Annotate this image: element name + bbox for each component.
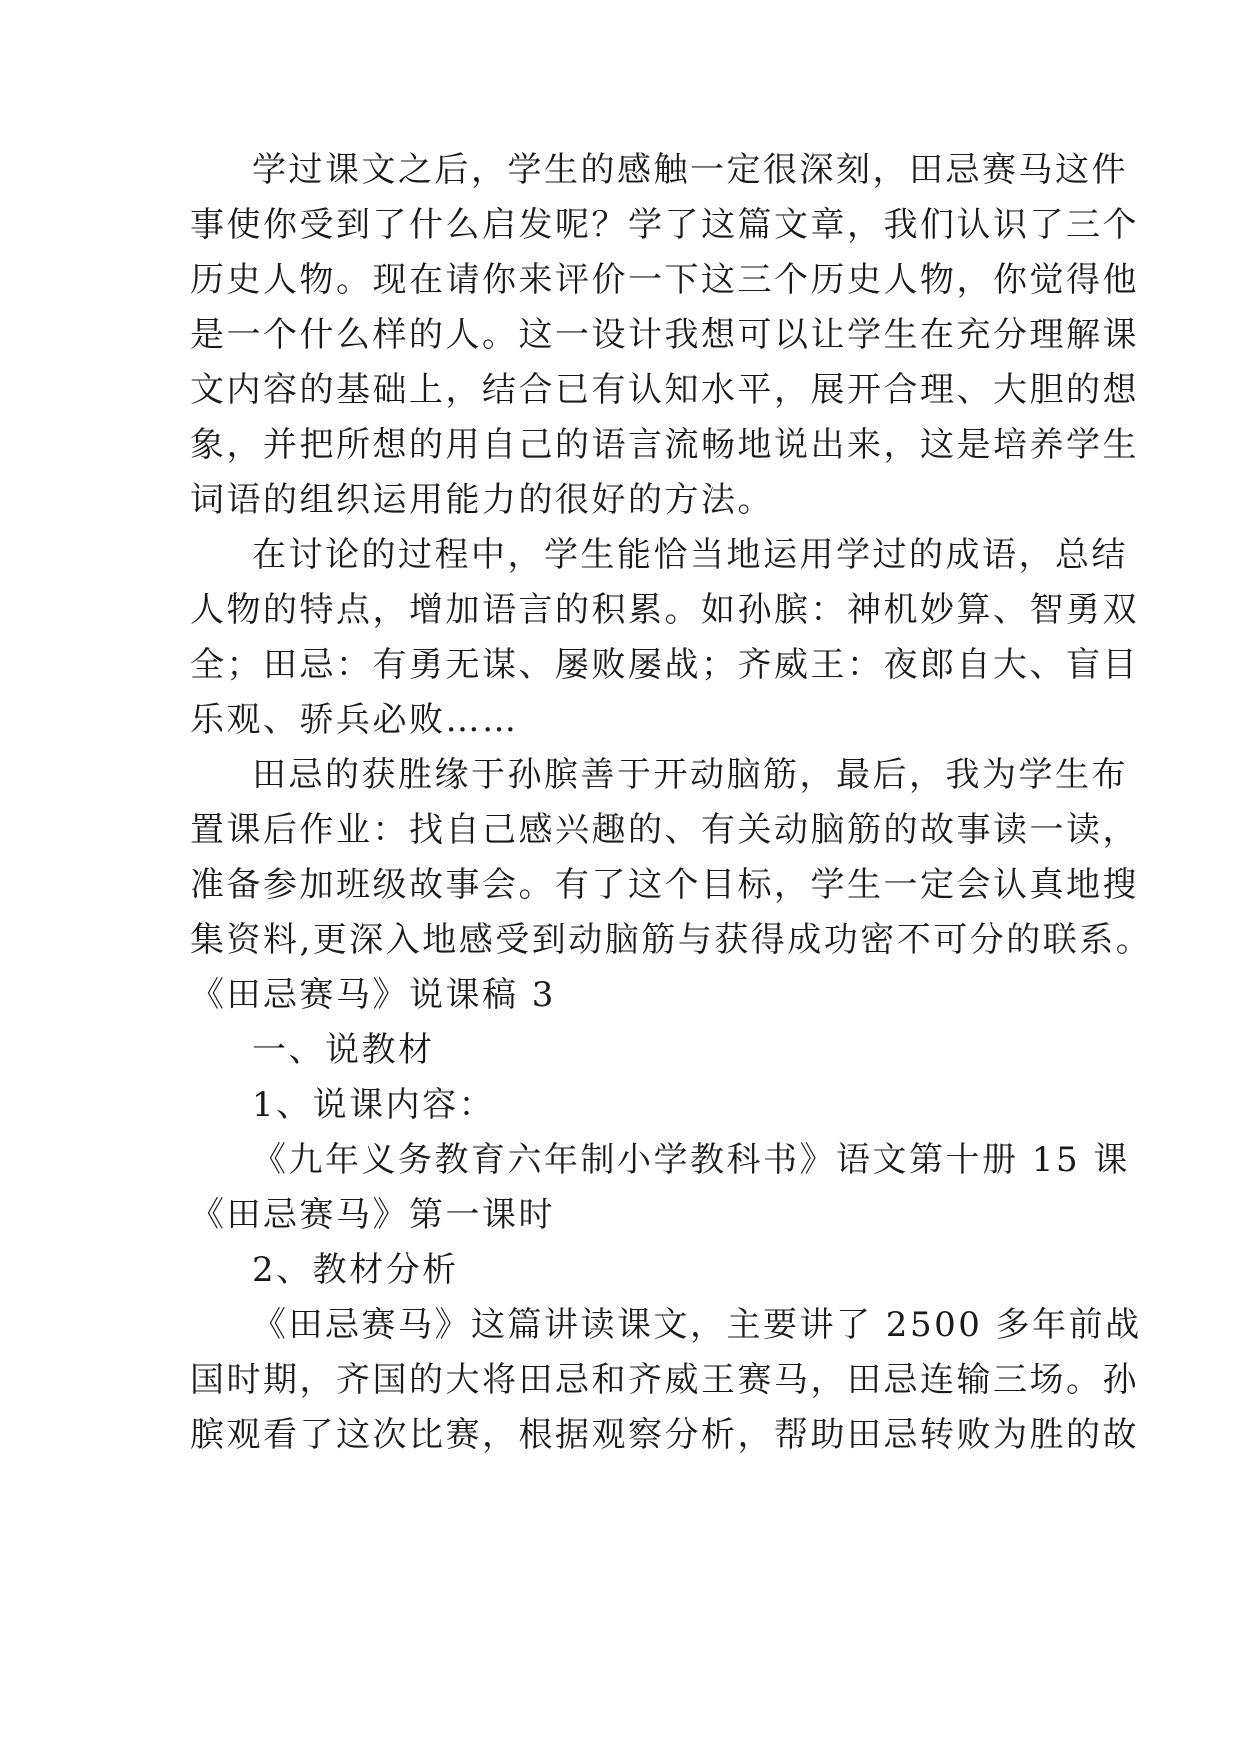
text-line: 乐观、骄兵必败…… xyxy=(190,700,519,740)
text-line: 准备参加班级故事会。有了这个目标，学生一定会认真地搜 xyxy=(190,865,1139,905)
text-line: 学过课文之后，学生的感触一定很深刻，田忌赛马这件 xyxy=(252,150,1128,190)
text-line: 《田忌赛马》这篇讲读课文，主要讲了 2500 多年前战 xyxy=(252,1305,1142,1345)
text-line: 《九年义务教育六年制小学教科书》语文第十册 15 课 xyxy=(252,1140,1130,1180)
text-line: 田忌的获胜缘于孙膑善于开动脑筋，最后，我为学生布 xyxy=(252,755,1128,795)
text-line: 膑观看了这次比赛，根据观察分析，帮助田忌转败为胜的故 xyxy=(190,1415,1139,1455)
text-line: 集资料,更深入地感受到动脑筋与获得成功密不可分的联系。 xyxy=(190,920,1153,960)
text-line: 词语的组织运用能力的很好的方法。 xyxy=(190,480,774,520)
text-line: 置课后作业：找自己感兴趣的、有关动脑筋的故事读一读， xyxy=(190,810,1139,850)
section-title: 《田忌赛马》说课稿 3 xyxy=(190,975,556,1015)
heading-3: 2、教材分析 xyxy=(252,1250,459,1290)
text-line: 是一个什么样的人。这一设计我想可以让学生在充分理解课 xyxy=(190,315,1139,355)
text-line: 文内容的基础上，结合已有认知水平，展开合理、大胆的想 xyxy=(190,370,1139,410)
text-line: 历史人物。现在请你来评价一下这三个历史人物，你觉得他 xyxy=(190,260,1139,300)
text-line: 在讨论的过程中，学生能恰当地运用学过的成语，总结 xyxy=(252,535,1128,575)
text-line: 《田忌赛马》第一课时 xyxy=(190,1195,555,1235)
heading-2: 1、说课内容： xyxy=(252,1085,496,1125)
text-line: 全；田忌：有勇无谋、屡败屡战；齐威王：夜郎自大、盲目 xyxy=(190,645,1139,685)
text-line: 事使你受到了什么启发呢？学了这篇文章，我们认识了三个 xyxy=(190,205,1139,245)
text-line: 象，并把所想的用自己的语言流畅地说出来，这是培养学生 xyxy=(190,425,1139,465)
text-line: 人物的特点，增加语言的积累。如孙膑：神机妙算、智勇双 xyxy=(190,590,1139,630)
heading-1: 一、说教材 xyxy=(252,1030,435,1070)
text-line: 国时期，齐国的大将田忌和齐威王赛马，田忌连输三场。孙 xyxy=(190,1360,1139,1400)
